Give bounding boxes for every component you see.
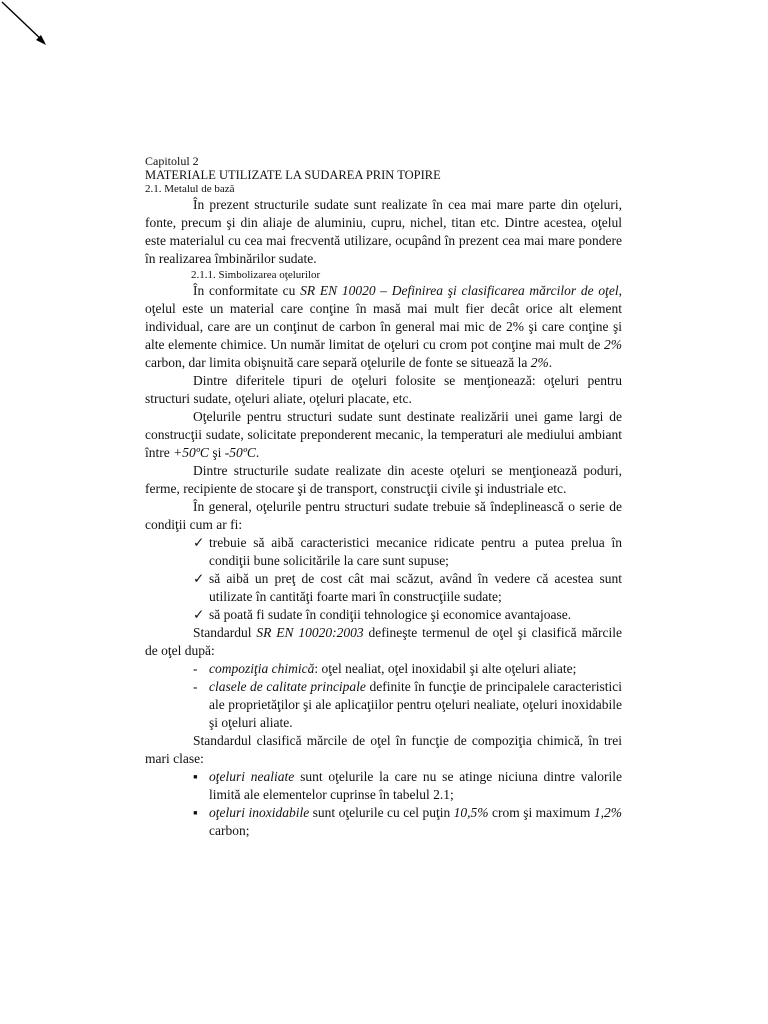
paragraph: Dintre structurile sudate realizate din aceste oţeluri se menţionează poduri, ferme, recipiente de stocare şi de transport, construcţii civile şi industriale etc. [145,463,622,496]
dash-mark: - [193,661,198,676]
bullet-icon: ▪ [193,769,198,784]
paragraph: În prezent structurile sudate sunt realizate în cea mai mare parte din oţeluri, fonte, precum şi din aliaje de aluminiu, cupru, nichel, titan etc. Dintre acestea, oţelul este materialul cu cea mai frecventă utilizare, ocupând în prezent cea mai mare pondere în realizarea îmbinărilor sudate. [145,197,622,266]
check-icon: ✓ [193,607,205,622]
list-item: ✓ să poată fi sudate în condiţii tehnologice şi economice avantajoase. [193,607,572,622]
paragraph: Standardul SR EN 10020:2003 defineşte termenul de oţel şi clasifică mărcile de oţel după: [145,625,622,658]
dash-mark: - [193,679,198,694]
list-item: ✓ trebuie să aibă caracteristici mecanice ridicate pentru a putea prelua în condiţii bune solicitările la care sunt supuse; [193,535,622,568]
subsection-heading: 2.1.1. Simbolizarea oţelurilor [191,269,321,281]
chapter-title: MATERIALE UTILIZATE LA SUDAREA PRIN TOPIRE [145,168,441,182]
paragraph: Standardul clasifică mărcile de oţel în funcţie de compoziţia chimică, în trei mari clase: [145,733,622,766]
check-icon: ✓ [193,571,205,586]
check-icon: ✓ [193,535,205,550]
paragraph: În general, oţelurile pentru structuri sudate trebuie să îndeplinească o serie de condiţii cum ar fi: [145,499,622,532]
paragraph: În conformitate cu SR EN 10020 – Definirea şi clasificarea mărcilor de oţel, oţelul este un material care conţine în masă mai mult fier decât orice alt element individual, care are un conţinut de carbon în general mai mic de 2% şi care conţine şi alte elemente chimice. Un număr limitat de oţeluri cu crom pot conţine mai mult de 2% carbon, dar limita obişnuită care separă oţelurile de fonte se situează la 2%. [145,283,622,370]
chapter-label: Capitolul 2 [145,154,199,168]
list-item: ✓ să aibă un preţ de cost cât mai scăzut, având în vedere că acestea sunt utilizate în cantităţi foarte mari în construcţiile sudate; [193,571,622,604]
paragraph: Dintre diferitele tipuri de oţeluri folosite se menţionează: oţeluri pentru structuri sudate, oţeluri aliate, oţeluri placate, etc. [145,373,622,406]
list-item: ▪ oţeluri inoxidabile sunt oţelurile cu cel puţin 10,5% crom şi maximum 1,2% carbon; [193,805,622,838]
arrow-icon [0,0,60,60]
document-page [145,154,622,840]
list-item: - compoziţia chimică: oţel nealiat, oţel inoxidabil şi alte oţeluri aliate; [193,661,577,676]
list-item: ▪ oţeluri nealiate sunt oţelurile la care nu se atinge niciuna dintre valorile limită ale elementelor cuprinse în tabelul 2.1; [193,769,623,802]
paragraph: Oţelurile pentru structuri sudate sunt destinate realizării unei game largi de construcţii sudate, solicitate preponderent mecanic, la temperaturi ale mediului ambiant între +50ºC şi -50ºC. [145,409,622,460]
bullet-list [145,768,622,840]
dash-list [145,660,622,732]
bullet-icon: ▪ [193,805,198,820]
section-heading: 2.1. Metalul de bază [145,183,235,195]
list-item: - clasele de calitate principale definite în funcţie de principalele caracteristici ale proprietăţilor şi ale aplicaţiilor pentru oţeluri nealiate, oţeluri inoxidabile şi oţeluri aliate. [193,679,623,730]
check-list [145,534,622,624]
